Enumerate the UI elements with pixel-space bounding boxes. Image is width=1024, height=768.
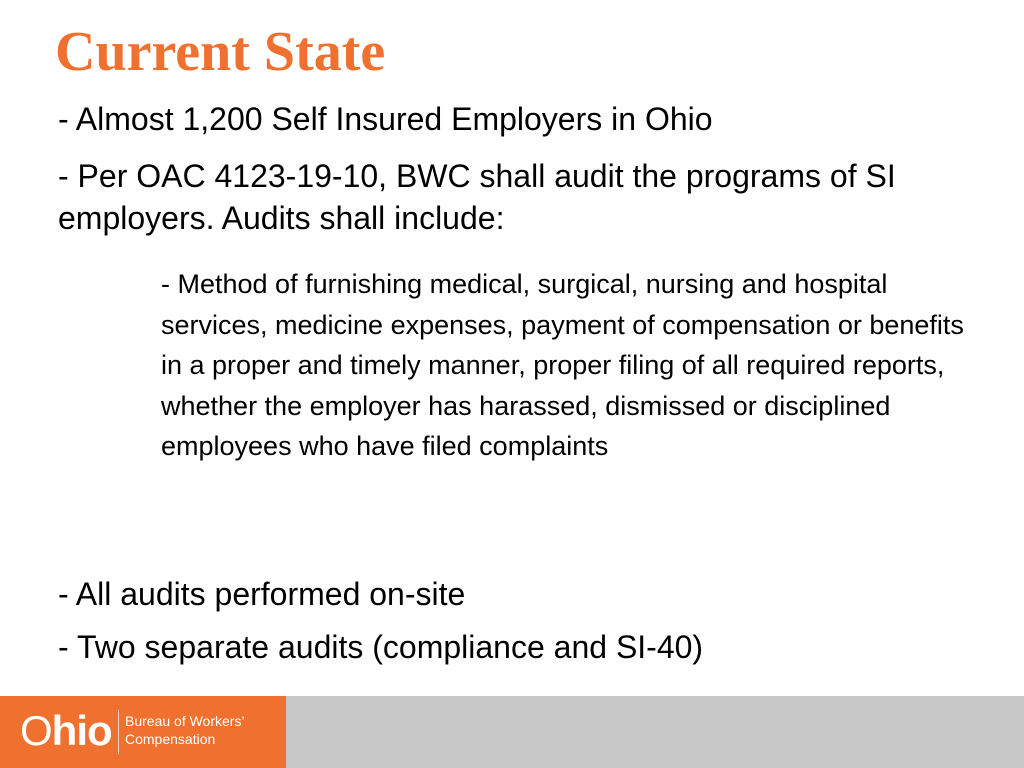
agency-name-line1: Bureau of Workers’ [125, 713, 245, 729]
bullet-separate-audits: - Two separate audits (compliance and SI-40) [58, 629, 704, 665]
ohio-bwc-logo [0, 696, 286, 768]
footer-bar [0, 696, 1024, 768]
ohio-wordmark [20, 707, 112, 755]
ohio-wordmark-rest: hio [51, 707, 112, 754]
agency-name-line2: Compensation [125, 731, 216, 747]
sub-bullet-audit-scope: - Method of furnishing medical, surgical, nursing and hospital services, medicine expenses, payment of compensation or benefits in a proper and timely manner, proper filing of all required reports, whether the employer has harassed, dismissed or disciplined employees who have filed complaints [161, 269, 964, 461]
bullet-employers-count: - Almost 1,200 Self Insured Employers in Ohio [58, 101, 713, 137]
bullet-onsite-audits: - All audits performed on-site [58, 576, 466, 612]
logo-divider [118, 710, 119, 754]
bullet-oac-audit: - Per OAC 4123-19-10, BWC shall audit the programs of SI employers. Audits shall include: [58, 158, 896, 236]
ohio-wordmark-o: O [20, 707, 52, 754]
agency-name [125, 712, 245, 748]
slide-title: Current State [55, 21, 386, 83]
